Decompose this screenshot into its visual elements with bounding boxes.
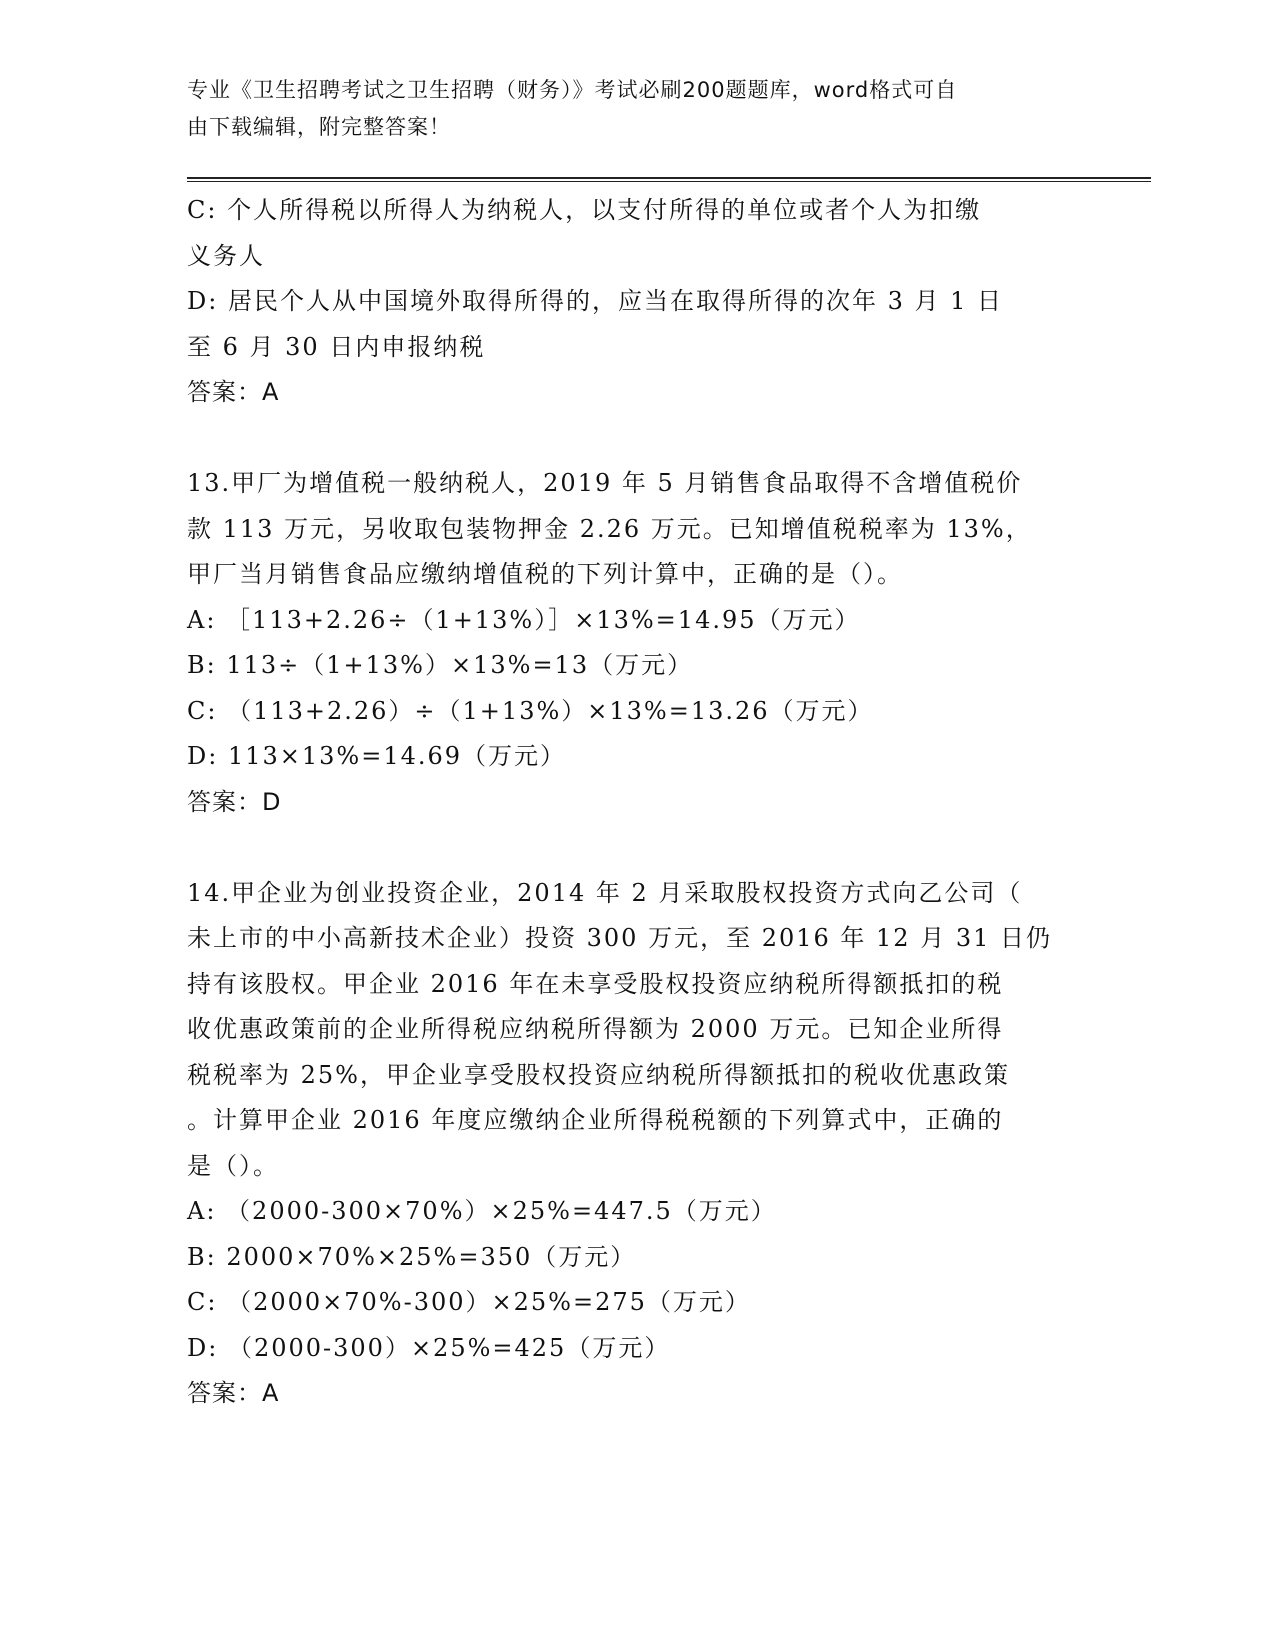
q14-option-b: B: 2000×70%×25%=350（万元） [187, 1242, 637, 1271]
q13-answer: 答案：D [187, 787, 282, 816]
q14-stem-line-5: 税税率为 25%，甲企业享受股权投资应纳税所得额抵扣的税收优惠政策 [187, 1060, 1010, 1089]
q13-option-c: C: （113+2.26）÷（1+13%）×13%=13.26（万元） [187, 696, 874, 725]
q14-option-d: D: （2000-300）×25%=425（万元） [187, 1333, 671, 1362]
header-line-1: 专业《卫生招聘考试之卫生招聘（财务）》考试必刷200题题库，word格式可自 [187, 78, 958, 102]
document-header [187, 72, 1087, 146]
question-13 [187, 461, 1087, 825]
q12-option-d-line-2: 至 6 月 30 日内申报纳税 [187, 332, 486, 361]
q14-answer: 答案：A [187, 1379, 280, 1407]
q14-stem-line-6: 。计算甲企业 2016 年度应缴纳企业所得税税额的下列算式中，正确的 [187, 1106, 1004, 1134]
q14-option-c: C: （2000×70%-300）×25%=275（万元） [187, 1288, 751, 1316]
question-12-tail [187, 188, 1087, 416]
question-14 [187, 871, 1087, 1417]
header-line-2: 由下载编辑，附完整答案！ [187, 115, 451, 139]
q13-option-a: A: ［113+2.26÷（1+13%）］×13%=14.95（万元） [187, 605, 861, 634]
q13-option-b: B: 113÷（1+13%）×13%=13（万元） [187, 651, 694, 679]
q14-stem-line-3: 持有该股权。甲企业 2016 年在未享受股权投资应纳税所得额抵扣的税 [187, 969, 1004, 998]
q13-stem-line-3: 甲厂当月销售食品应缴纳增值税的下列计算中，正确的是（）。 [187, 560, 903, 588]
q13-stem-line-2: 款 113 万元，另收取包装物押金 2.26 万元。已知增值税税率为 13%， [187, 514, 1032, 543]
q13-stem-line-1: 13.甲厂为增值税一般纳税人，2019 年 5 月销售食品取得不含增值税价 [187, 469, 1023, 497]
q12-answer: 答案：A [187, 378, 280, 406]
q14-option-a: A: （2000-300×70%）×25%=447.5（万元） [187, 1197, 777, 1225]
q12-option-c-line-1: C: 个人所得税以所得人为纳税人，以支付所得的单位或者个人为扣缴 [187, 196, 982, 224]
q14-stem-line-2: 未上市的中小高新技术企业）投资 300 万元，至 2016 年 12 月 31 日仍 [187, 924, 1052, 952]
spacer [187, 416, 1087, 462]
q12-option-c-line-2: 义务人 [187, 241, 265, 270]
document-body [187, 188, 1087, 1417]
q14-stem-line-7: 是（）。 [187, 1151, 279, 1180]
q14-stem-line-4: 收优惠政策前的企业所得税应纳税所得额为 2000 万元。已知企业所得 [187, 1015, 1004, 1043]
q14-stem-line-1: 14.甲企业为创业投资企业，2014 年 2 月采取股权投资方式向乙公司（ [187, 878, 1023, 907]
q12-option-d-line-1: D: 居民个人从中国境外取得所得的，应当在取得所得的次年 3 月 1 日 [187, 287, 1004, 315]
spacer [187, 825, 1087, 871]
q13-option-d: D: 113×13%=14.69（万元） [187, 742, 567, 770]
header-divider [187, 177, 1151, 182]
